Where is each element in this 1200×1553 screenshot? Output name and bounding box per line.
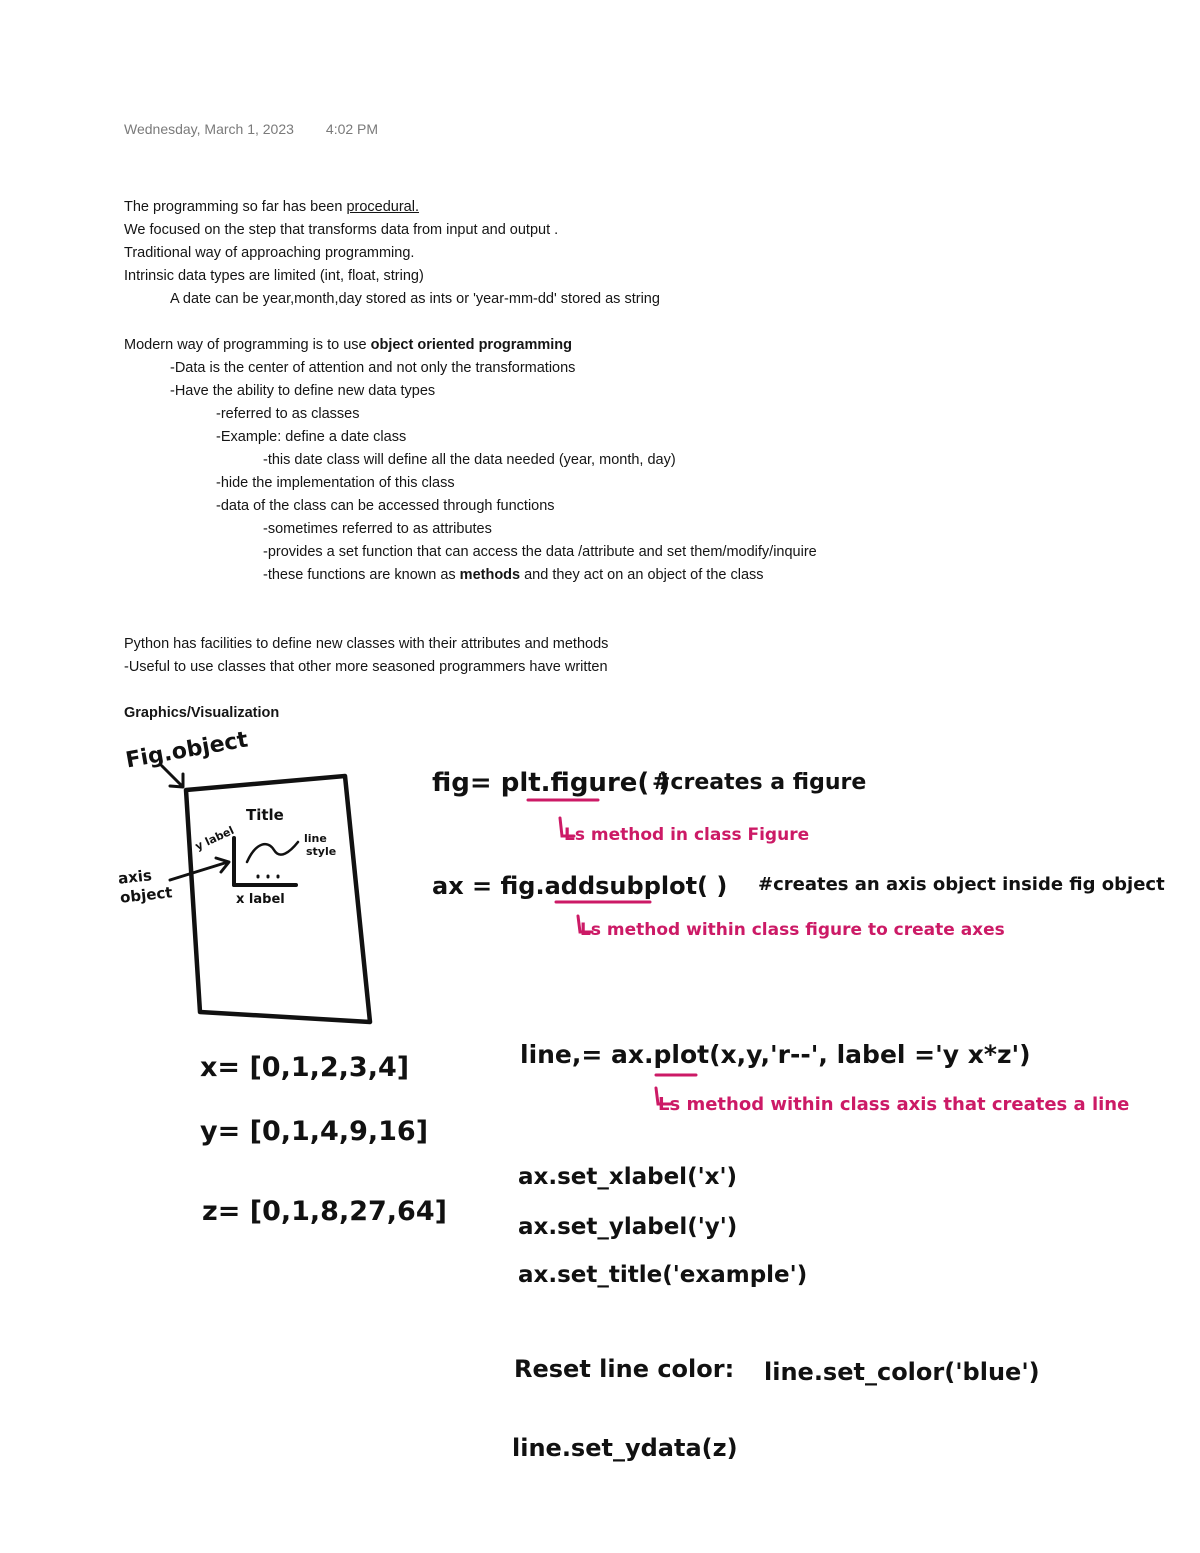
- sketch-title-label: Title: [246, 806, 284, 824]
- note-line: -this date class will define all the data needed (year, month, day): [263, 452, 676, 468]
- section-heading: Graphics/Visualization: [124, 705, 280, 721]
- note-line: Intrinsic data types are limited (int, float, string): [124, 268, 424, 284]
- fig-pointer-arrow: [162, 766, 183, 787]
- note-line: The programming so far has been procedural.: [124, 199, 419, 215]
- ax-note: Ls method within class figure to create axes: [580, 920, 1005, 940]
- sketch-line-style-2: style: [306, 845, 337, 858]
- procedural-term: procedural.: [346, 199, 419, 215]
- note-line: -referred to as classes: [216, 406, 360, 422]
- fig-comment: #creates a figure: [652, 770, 867, 795]
- set-ylabel-code: ax.set_ylabel('y'): [518, 1214, 738, 1240]
- set-xlabel-code: ax.set_xlabel('x'): [518, 1164, 738, 1190]
- note-line: A date can be year,month,day stored as ints or 'year-mm-dd' stored as string: [170, 291, 660, 307]
- methods-term: methods: [459, 567, 521, 583]
- x-list: x= [0,1,2,3,4]: [200, 1052, 410, 1083]
- fig-code: fig= plt.figure( ): [432, 768, 671, 798]
- note-line: -provides a set function that can access the data /attribute and set them/modify/inquire: [263, 544, 817, 560]
- note-line: Modern way of programming is to use object oriented programming: [124, 337, 573, 353]
- z-list: z= [0,1,8,27,64]: [202, 1196, 447, 1227]
- note-line: -these functions are known as methods and they act on an object of the class: [263, 567, 764, 583]
- reset-color-label: Reset line color:: [514, 1355, 735, 1383]
- note-line: Python has facilities to define new classes with their attributes and methods: [124, 636, 609, 652]
- note-line: We focused on the step that transforms data from input and output .: [124, 222, 559, 238]
- note-line: -sometimes referred to as attributes: [263, 521, 492, 537]
- note-line: -Example: define a date class: [216, 429, 407, 445]
- axis-pointer-arrow: [170, 858, 229, 880]
- note-line: -Data is the center of attention and not only the transformations: [170, 360, 576, 376]
- oop-term: object oriented programming: [370, 337, 573, 353]
- dots: [258, 876, 278, 877]
- note-date: Wednesday, March 1, 2023: [124, 121, 294, 137]
- set-ydata-code: line.set_ydata(z): [512, 1434, 738, 1462]
- plot-curve: [247, 842, 298, 862]
- plot-code: line,= ax.plot(x,y,'r--', label ='y x*z'): [520, 1040, 1031, 1069]
- note-line: -data of the class can be accessed through functions: [216, 498, 555, 514]
- note-timestamp: [124, 121, 378, 137]
- ax-comment: #creates an axis object inside fig object: [758, 874, 1165, 895]
- note-line: -Useful to use classes that other more seasoned programmers have written: [124, 659, 608, 675]
- fig-note: Ls method in class Figure: [564, 825, 810, 845]
- axis-object-label: axis: [117, 866, 153, 888]
- plot-note: Ls method within class axis that creates a line: [658, 1094, 1130, 1115]
- y-list: y= [0,1,4,9,16]: [200, 1116, 429, 1147]
- ax-code: ax = fig.addsubplot( ): [432, 872, 728, 900]
- note-time: 4:02 PM: [325, 121, 379, 137]
- note-line: -Have the ability to define new data types: [170, 383, 436, 399]
- axis-object-label-2: object: [119, 883, 174, 907]
- note-line: Traditional way of approaching programming.: [124, 245, 415, 261]
- sketch-xlabel: x label: [236, 892, 285, 907]
- typed-notes: [124, 196, 817, 725]
- fig-object-label: Fig.object: [123, 727, 250, 774]
- set-color-code: line.set_color('blue'): [764, 1358, 1040, 1386]
- sketch-line-style: line: [304, 832, 327, 845]
- sketch-ylabel: y label: [193, 823, 237, 854]
- set-title-code: ax.set_title('example'): [518, 1262, 808, 1288]
- note-line: -hide the implementation of this class: [216, 475, 455, 491]
